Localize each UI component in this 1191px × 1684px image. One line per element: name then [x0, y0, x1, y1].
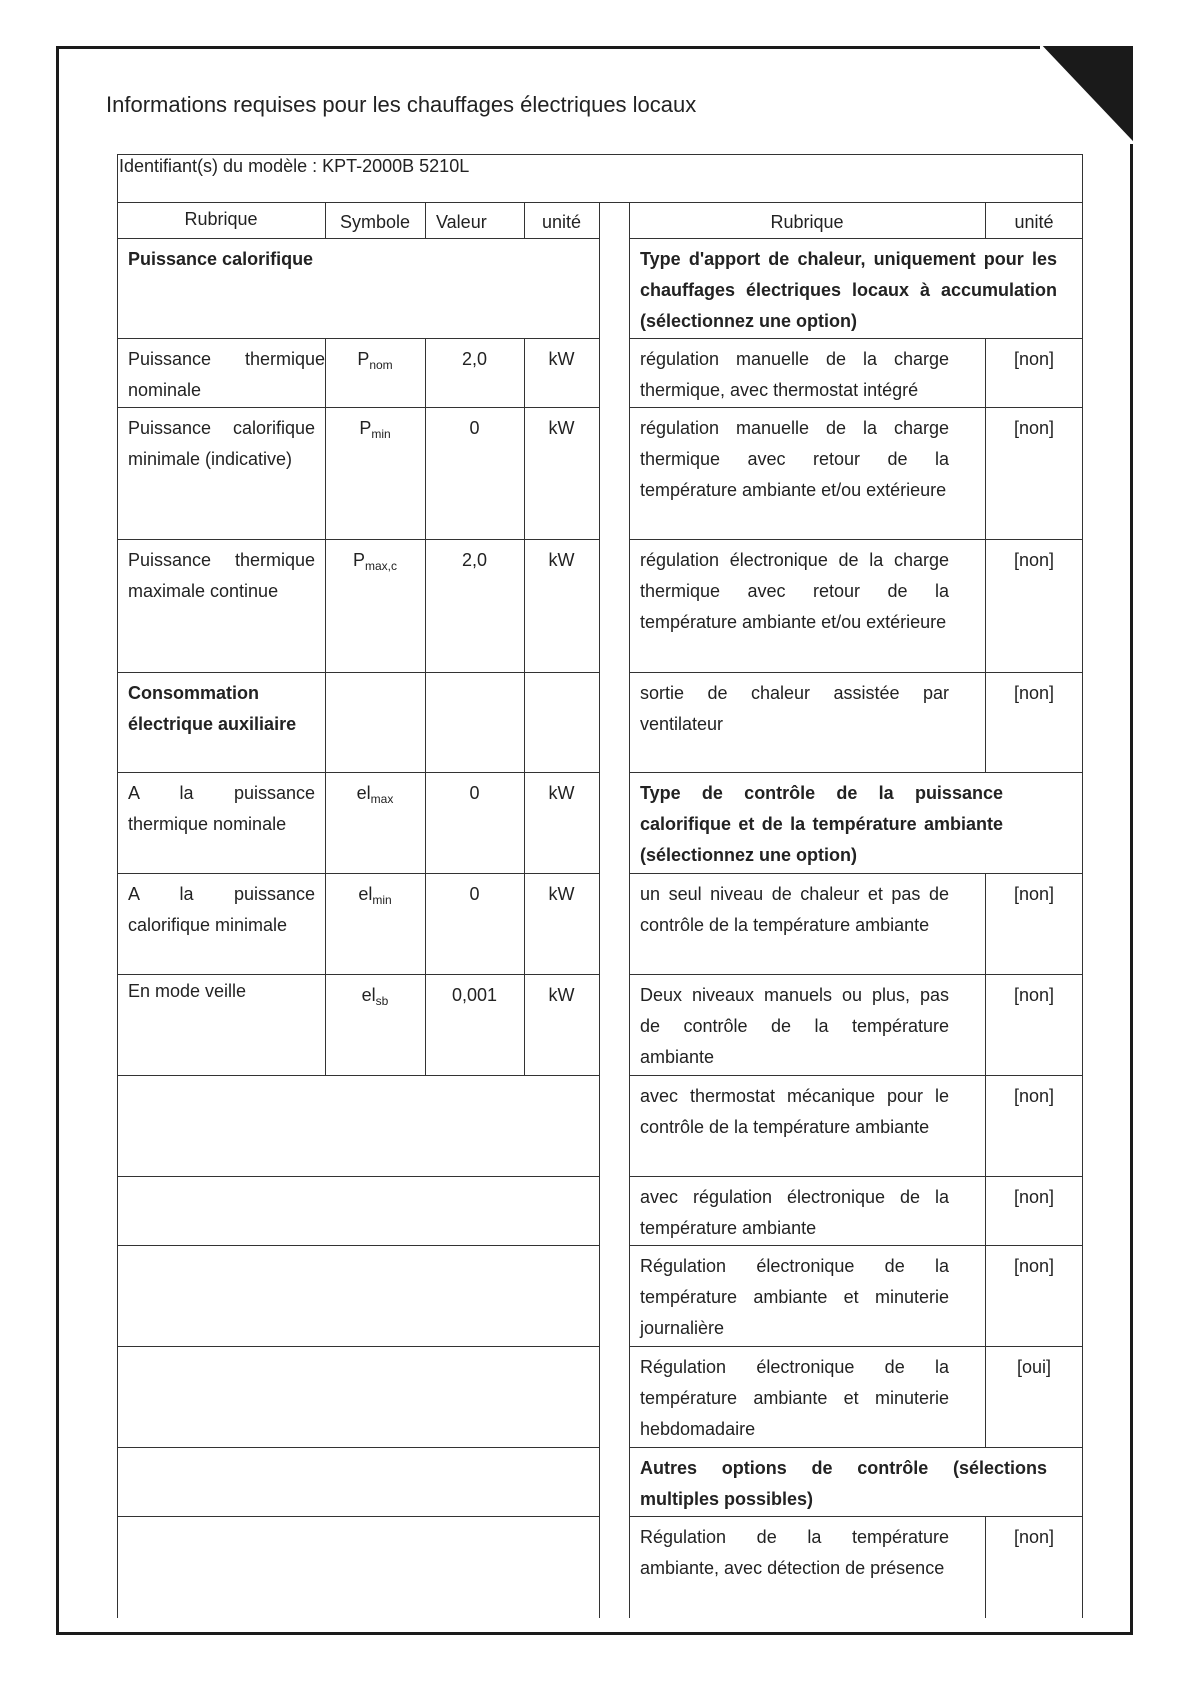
row-unit: kW [548, 985, 575, 1005]
option-label: avec régulation électronique de la température ambiante [640, 1187, 949, 1238]
row-value: 0 [469, 418, 480, 438]
option-label: régulation manuelle de la charge thermique, avec thermostat intégré [640, 349, 949, 400]
option-value: [non] [1013, 1256, 1055, 1276]
model-identifier: Identifiant(s) du modèle : KPT-2000B 5210L [119, 156, 470, 176]
section-heat-output: Puissance calorifique [128, 249, 314, 269]
option-label: Régulation de la température ambiante, avec détection de présence [640, 1527, 949, 1578]
row-unit: kW [548, 550, 575, 570]
option-label: Deux niveaux manuels ou plus, pas de contrôle de la température ambiante [640, 985, 949, 1067]
row-symbol: $P_{min}$ [359, 418, 391, 441]
row-label: Puissance thermique nominale [128, 349, 325, 400]
row-unit: kW [548, 884, 575, 904]
row-label: A la puissance calorifique minimale [128, 884, 315, 935]
row-symbol: $P_{nom}$ [357, 349, 393, 372]
option-label: un seul niveau de chaleur et pas de contrôle de la température ambiante [640, 884, 949, 935]
row-value: 2,0 [461, 550, 488, 570]
row-symbol: $P_{max,c}$ [352, 550, 398, 573]
row-label: A la puissance thermique nominale [128, 783, 315, 834]
option-label: régulation manuelle de la charge thermique avec retour de la température ambiante et/ou extérieure [640, 418, 949, 500]
row-unit: kW [548, 783, 575, 803]
option-label: avec thermostat mécanique pour le contrôle de la température ambiante [640, 1086, 949, 1137]
header-symbole: Symbole [339, 212, 411, 232]
option-value: [non] [1013, 683, 1055, 703]
header-left-unite: unité [541, 212, 582, 232]
option-label: sortie de chaleur assistée par ventilateur [640, 683, 949, 734]
option-label: Régulation électronique de la température ambiante et minuterie journalière [640, 1256, 949, 1338]
section-other-options: Autres options de contrôle (sélections multiples possibles) [640, 1458, 1047, 1509]
option-value: [non] [1013, 1086, 1055, 1106]
row-value: 2,0 [461, 349, 488, 369]
header-right-unite: unité [1014, 212, 1054, 232]
row-symbol: $el_{sb}$ [361, 985, 389, 1008]
section-heat-input-type: Type d'apport de chaleur, uniquement pour les chauffages électriques locaux à accumulation (sélectionnez une option) [640, 249, 1057, 331]
row-label: Puissance calorifique minimale (indicative) [128, 418, 315, 469]
option-value: [non] [1013, 985, 1055, 1005]
row-value: 0 [469, 783, 480, 803]
option-value: [non] [1013, 418, 1055, 438]
header-left-rubrique: Rubrique [184, 209, 258, 229]
row-value: 0,001 [451, 985, 498, 1005]
option-value: [non] [1013, 1187, 1055, 1207]
row-value: 0 [469, 884, 480, 904]
option-value: [non] [1013, 884, 1055, 904]
option-label: Régulation électronique de la température ambiante et minuterie hebdomadaire [640, 1357, 949, 1439]
row-symbol: $el_{max}$ [356, 783, 394, 806]
section-auxiliary-consumption: Consommation électrique auxiliaire [128, 683, 297, 734]
option-value: [non] [1013, 349, 1055, 369]
header-right-rubrique: Rubrique [770, 212, 844, 232]
section-control-type: Type de contrôle de la puissance calorifique et de la température ambiante (sélectionnez une option) [640, 783, 1003, 865]
row-symbol: $el_{min}$ [358, 884, 392, 907]
option-value: [non] [1013, 550, 1055, 570]
page-title: Informations requises pour les chauffages électriques locaux [106, 92, 697, 117]
row-unit: kW [548, 418, 575, 438]
header-valeur: Valeur [436, 212, 487, 232]
row-label: Puissance thermique maximale continue [128, 550, 315, 601]
option-label: régulation électronique de la charge thermique avec retour de la température ambiante et/ou extérieure [640, 550, 949, 632]
row-unit: kW [548, 349, 575, 369]
option-value: [oui] [1016, 1357, 1052, 1377]
info-table [117, 154, 1083, 1618]
row-label: En mode veille [128, 981, 247, 1001]
option-value: [non] [1013, 1527, 1055, 1547]
corner-fold-decoration [1040, 46, 1133, 144]
